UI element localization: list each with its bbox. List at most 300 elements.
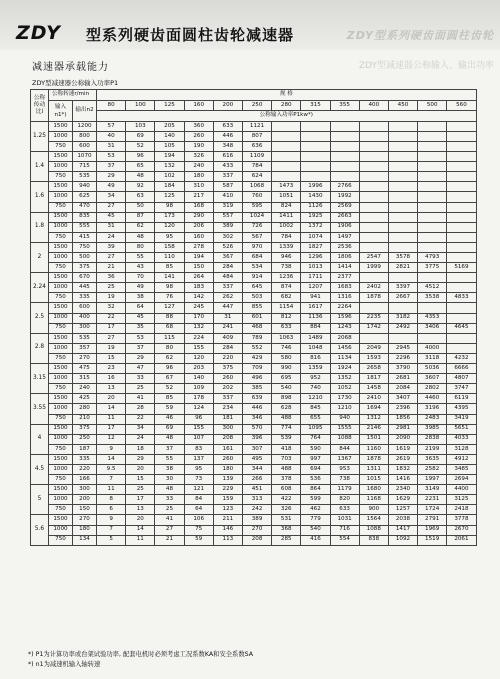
power-cell: 1519 [418, 535, 447, 545]
ratio-cell: 5 [31, 485, 49, 515]
power-cell: 38 [155, 464, 184, 474]
power-cell: 59 [184, 535, 213, 545]
table-row [31, 424, 477, 434]
power-cell: 170 [184, 313, 213, 323]
power-cell [359, 202, 388, 212]
power-cell [388, 333, 417, 343]
power-cell: 684 [242, 253, 271, 263]
power-cell: 27 [97, 202, 126, 212]
power-cell: 6119 [447, 394, 476, 404]
output-speed-cell: 375 [73, 424, 97, 434]
header-ghost-text: ZDY型系列硬齿面圆柱齿轮 [346, 29, 494, 42]
power-cell: 300 [213, 424, 242, 434]
power-cell: 124 [184, 404, 213, 414]
power-cell: 142 [184, 293, 213, 303]
power-cell: 307 [242, 444, 271, 454]
power-cell: 34 [126, 424, 155, 434]
power-cell [330, 131, 359, 141]
output-speed-cell: 750 [73, 242, 97, 252]
power-cell: 178 [184, 394, 213, 404]
power-cell: 22 [126, 414, 155, 424]
power-cell: 1013 [301, 263, 330, 273]
power-cell: 2694 [447, 475, 476, 485]
power-cell: 155 [184, 343, 213, 353]
power-cell: 816 [301, 353, 330, 363]
output-speed-cell: 940 [73, 182, 97, 192]
power-cell: 64 [184, 505, 213, 515]
power-cell [359, 242, 388, 252]
power-cell: 5651 [447, 424, 476, 434]
power-cell [418, 182, 447, 192]
power-cell: 608 [272, 485, 301, 495]
power-cell: 11 [97, 485, 126, 495]
power-cell: 4912 [447, 454, 476, 464]
input-speed-cell: 750 [49, 384, 73, 394]
table-row [31, 394, 477, 404]
power-cell: 159 [213, 495, 242, 505]
input-speed-cell: 750 [49, 475, 73, 485]
power-cell: 313 [242, 495, 271, 505]
power-cell: 65 [126, 162, 155, 172]
power-cell: 4033 [447, 434, 476, 444]
power-cell [418, 273, 447, 283]
output-speed-cell: 210 [73, 414, 97, 424]
power-cell [272, 172, 301, 182]
power-cell: 2791 [418, 515, 447, 525]
power-cell: 137 [184, 454, 213, 464]
size-header-cell: 160 [184, 100, 213, 111]
output-speed-cell: 200 [73, 495, 97, 505]
power-cell: 3118 [418, 353, 447, 363]
input-speed-cell: 1000 [49, 434, 73, 444]
power-cell: 587 [213, 182, 242, 192]
power-cell: 217 [184, 192, 213, 202]
header-ghost-subtext: ZDY型减速器公称输入、输出功率 [358, 61, 494, 71]
power-cell [447, 202, 476, 212]
input-speed-cell: 1500 [49, 515, 73, 525]
power-cell: 121 [184, 485, 213, 495]
power-cell: 13 [97, 384, 126, 394]
power-cell: 360 [184, 121, 213, 131]
power-cell [330, 162, 359, 172]
power-cell [418, 121, 447, 131]
power-cell: 385 [242, 384, 271, 394]
power-cell: 422 [272, 495, 301, 505]
power-cell [418, 172, 447, 182]
output-speed-cell: 415 [73, 232, 97, 242]
power-cell [359, 172, 388, 182]
table-row [31, 454, 477, 464]
power-cell: 31 [213, 313, 242, 323]
power-cell: 62 [126, 222, 155, 232]
power-cell: 211 [213, 515, 242, 525]
power-cell: 140 [155, 131, 184, 141]
power-cell: 552 [242, 343, 271, 353]
power-cell: 55 [126, 253, 155, 263]
power-cell: 83 [184, 444, 213, 454]
power-cell: 2981 [388, 424, 417, 434]
power-cell: 319 [213, 202, 242, 212]
power-cell: 2945 [388, 343, 417, 353]
power-cell: 29 [126, 353, 155, 363]
power-cell: 63 [126, 192, 155, 202]
power-cell: 181 [213, 414, 242, 424]
ratio-header: 公称传动比i [31, 90, 49, 122]
power-cell: 14 [126, 525, 155, 535]
power-cell: 2492 [388, 323, 417, 333]
power-cell [418, 192, 447, 202]
power-cell: 85 [155, 263, 184, 273]
power-cell: 2681 [388, 374, 417, 384]
power-cell: 2569 [330, 202, 359, 212]
table-row [31, 222, 477, 232]
power-cell: 1179 [330, 485, 359, 495]
spec-header: 规 格 [97, 90, 477, 101]
power-cell: 31 [97, 222, 126, 232]
input-speed-cell: 1000 [49, 343, 73, 353]
power-cell: 266 [242, 475, 271, 485]
power-cell: 1414 [330, 263, 359, 273]
power-cell: 1095 [301, 424, 330, 434]
table-row [31, 253, 477, 263]
power-cell: 1992 [330, 192, 359, 202]
power-cell: 726 [242, 222, 271, 232]
output-speed-cell: 187 [73, 444, 97, 454]
power-cell: 1121 [242, 121, 271, 131]
power-cell: 1999 [359, 263, 388, 273]
power-cell [359, 192, 388, 202]
output-speed-cell: 1200 [73, 121, 97, 131]
power-cell: 234 [213, 404, 242, 414]
power-cell: 694 [301, 464, 330, 474]
power-cell: 1711 [301, 273, 330, 283]
power-header: 公称输入功率P1kw*) [97, 111, 477, 122]
power-cell: 2061 [447, 535, 476, 545]
power-cell: 636 [242, 141, 271, 151]
table-row [31, 444, 477, 454]
power-cell: 3485 [447, 464, 476, 474]
power-cell: 346 [242, 414, 271, 424]
table-row [31, 131, 477, 141]
power-cell: 738 [330, 475, 359, 485]
power-cell: 260 [184, 131, 213, 141]
table-row [31, 141, 477, 151]
power-cell: 534 [242, 263, 271, 273]
input-speed-cell: 750 [49, 202, 73, 212]
input-speed-cell: 750 [49, 141, 73, 151]
output-speed-cell: 335 [73, 293, 97, 303]
power-cell: 139 [213, 475, 242, 485]
table-row [31, 121, 477, 131]
power-cell: 488 [272, 464, 301, 474]
power-cell: 2663 [330, 212, 359, 222]
power-cell: 2766 [330, 182, 359, 192]
power-cell: 48 [155, 485, 184, 495]
power-cell: 900 [359, 505, 388, 515]
power-cell: 4807 [447, 374, 476, 384]
power-cell [301, 131, 330, 141]
power-cell: 2084 [388, 384, 417, 394]
output-speed-cell: 166 [73, 475, 97, 485]
power-cell: 820 [330, 495, 359, 505]
ratio-cell: 2.24 [31, 273, 49, 303]
power-cell: 2231 [418, 495, 447, 505]
output-speed-cell: 180 [73, 525, 97, 535]
power-cell: 69 [126, 131, 155, 141]
power-cell: 496 [242, 374, 271, 384]
size-header-cell: 250 [242, 100, 271, 111]
power-cell: 503 [242, 293, 271, 303]
table-row [31, 515, 477, 525]
power-cell: 488 [272, 414, 301, 424]
power-cell: 15 [126, 475, 155, 485]
power-cell: 2199 [418, 444, 447, 454]
table-row [31, 434, 477, 444]
input-speed-cell: 1500 [49, 121, 73, 131]
power-cell: 4460 [418, 394, 447, 404]
input-speed-cell: 1000 [49, 495, 73, 505]
power-cell: 62 [155, 353, 184, 363]
power-cell: 229 [213, 485, 242, 495]
table-row [31, 303, 477, 313]
power-cell: 50 [126, 202, 155, 212]
power-cell: 855 [242, 303, 271, 313]
output-speed-cell: 250 [73, 434, 97, 444]
power-cell: 789 [242, 333, 271, 343]
power-cell: 260 [213, 454, 242, 464]
power-cell: 1473 [272, 182, 301, 192]
power-cell: 125 [155, 192, 184, 202]
output-speed-cell: 600 [73, 141, 97, 151]
power-cell: 3182 [388, 313, 417, 323]
ratio-cell: 3.15 [31, 364, 49, 394]
power-cell: 25 [155, 505, 184, 515]
output-speed-cell: 280 [73, 404, 97, 414]
power-cell [388, 131, 417, 141]
output-speed-cell: 715 [73, 162, 97, 172]
power-cell: 2670 [447, 525, 476, 535]
table-row [31, 162, 477, 172]
power-cell [447, 121, 476, 131]
power-cell: 194 [155, 152, 184, 162]
power-cell: 1832 [388, 464, 417, 474]
power-cell: 2658 [359, 364, 388, 374]
power-cell [447, 141, 476, 151]
power-cell: 87 [126, 212, 155, 222]
power-cell: 1126 [301, 202, 330, 212]
power-cell: 11 [126, 535, 155, 545]
power-cell: 17 [97, 424, 126, 434]
power-cell [388, 222, 417, 232]
power-cell: 1088 [330, 434, 359, 444]
power-cell: 1002 [272, 222, 301, 232]
power-cell: 898 [272, 394, 301, 404]
table-row [31, 192, 477, 202]
power-cell: 53 [126, 333, 155, 343]
output-speed-cell: 270 [73, 353, 97, 363]
table-row [31, 364, 477, 374]
power-cell: 738 [272, 263, 301, 273]
power-cell [301, 152, 330, 162]
power-cell: 141 [155, 273, 184, 283]
table-row [31, 343, 477, 353]
power-cell: 95 [184, 464, 213, 474]
power-cell: 784 [242, 162, 271, 172]
input-speed-cell: 1000 [49, 283, 73, 293]
power-cell: 764 [301, 434, 330, 444]
power-cell [447, 222, 476, 232]
power-cell: 17 [126, 495, 155, 505]
power-cell: 113 [213, 535, 242, 545]
output-speed-cell: 535 [73, 172, 97, 182]
power-cell: 37 [97, 162, 126, 172]
table-row [31, 313, 477, 323]
output-speed-cell: 240 [73, 384, 97, 394]
power-cell [388, 212, 417, 222]
power-cell: 21 [155, 535, 184, 545]
power-cell: 92 [126, 182, 155, 192]
power-cell: 468 [242, 323, 271, 333]
power-cell: 290 [184, 212, 213, 222]
power-cell: 57 [97, 121, 126, 131]
power-cell: 19 [97, 293, 126, 303]
power-cell: 1456 [330, 343, 359, 353]
power-cell: 416 [301, 535, 330, 545]
power-cell: 107 [184, 434, 213, 444]
power-cell [388, 273, 417, 283]
power-cell [447, 232, 476, 242]
power-cell [447, 182, 476, 192]
power-cell [447, 253, 476, 263]
power-cell: 2418 [447, 505, 476, 515]
power-cell: 2068 [330, 333, 359, 343]
input-speed-cell: 1500 [49, 485, 73, 495]
power-cell: 484 [213, 273, 242, 283]
power-cell: 27 [155, 525, 184, 535]
table-row [31, 242, 477, 252]
power-cell: 3985 [418, 424, 447, 434]
power-cell [447, 283, 476, 293]
table-row [31, 485, 477, 495]
power-cell: 874 [272, 283, 301, 293]
power-cell: 375 [213, 364, 242, 374]
power-cell: 27 [97, 333, 126, 343]
power-cell: 205 [155, 121, 184, 131]
power-cell: 9 [97, 444, 126, 454]
power-cell: 1996 [301, 182, 330, 192]
power-cell: 48 [126, 172, 155, 182]
power-cell: 29 [97, 172, 126, 182]
power-cell: 844 [330, 444, 359, 454]
table-row [31, 414, 477, 424]
power-cell: 2536 [330, 242, 359, 252]
power-table [30, 89, 477, 546]
power-cell: 599 [301, 495, 330, 505]
power-cell: 2619 [388, 454, 417, 464]
power-cell: 628 [272, 404, 301, 414]
input-speed-cell: 750 [49, 414, 73, 424]
power-cell: 940 [330, 414, 359, 424]
power-cell: 3538 [418, 293, 447, 303]
power-cell: 337 [213, 283, 242, 293]
power-cell: 16 [97, 374, 126, 384]
power-cell: 242 [242, 505, 271, 515]
table-row [31, 475, 477, 485]
power-cell [447, 162, 476, 172]
power-cell: 2235 [359, 313, 388, 323]
power-cell: 132 [184, 323, 213, 333]
power-cell [388, 242, 417, 252]
power-cell: 194 [184, 253, 213, 263]
power-cell: 6 [97, 505, 126, 515]
power-cell: 1316 [330, 293, 359, 303]
power-cell [359, 182, 388, 192]
power-cell: 96 [184, 414, 213, 424]
power-cell: 2377 [330, 273, 359, 283]
power-cell [272, 162, 301, 172]
power-cell: 59 [155, 404, 184, 414]
power-cell: 284 [213, 343, 242, 353]
power-cell: 2802 [418, 384, 447, 394]
power-cell: 20 [97, 394, 126, 404]
power-cell: 1092 [388, 535, 417, 545]
speed-header: 公称转速r/min [49, 90, 97, 101]
output-speed-cell: 555 [73, 222, 97, 232]
power-cell [359, 333, 388, 343]
power-cell: 17 [97, 323, 126, 333]
power-cell: 12 [97, 434, 126, 444]
power-cell [388, 232, 417, 242]
power-cell: 96 [155, 364, 184, 374]
power-cell: 180 [213, 464, 242, 474]
power-cell: 495 [242, 454, 271, 464]
power-cell: 2038 [388, 515, 417, 525]
power-cell: 28 [126, 404, 155, 414]
power-cell: 173 [155, 212, 184, 222]
power-cell: 115 [155, 333, 184, 343]
power-cell: 132 [155, 162, 184, 172]
power-cell: 1136 [301, 313, 330, 323]
footnote-1: *) P1为计算功率或台架试验功率, 配套电机时必须考虑工况系数KA和安全系数SA [28, 651, 254, 658]
power-cell: 703 [272, 454, 301, 464]
table-row [31, 353, 477, 363]
power-cell: 1629 [388, 495, 417, 505]
power-cell: 20 [126, 464, 155, 474]
power-cell [330, 172, 359, 182]
ratio-cell: 1.25 [31, 121, 49, 151]
power-cell: 13 [126, 505, 155, 515]
power-cell: 1817 [359, 374, 388, 384]
power-cell: 337 [213, 394, 242, 404]
power-cell: 1617 [301, 303, 330, 313]
input-speed-cell: 1000 [49, 374, 73, 384]
ratio-cell: 2 [31, 242, 49, 272]
table-row [31, 535, 477, 545]
input-speed-cell: 1000 [49, 162, 73, 172]
page-header [0, 0, 500, 50]
ratio-cell: 3.55 [31, 394, 49, 424]
power-cell: 970 [242, 242, 271, 252]
power-cell [301, 121, 330, 131]
power-cell: 21 [97, 263, 126, 273]
power-cell: 39 [97, 242, 126, 252]
power-cell [447, 131, 476, 141]
output-speed-header: 输出n2 [73, 100, 97, 121]
power-cell [418, 141, 447, 151]
power-cell: 1015 [359, 475, 388, 485]
power-cell: 1372 [301, 222, 330, 232]
output-speed-cell: 270 [73, 515, 97, 525]
